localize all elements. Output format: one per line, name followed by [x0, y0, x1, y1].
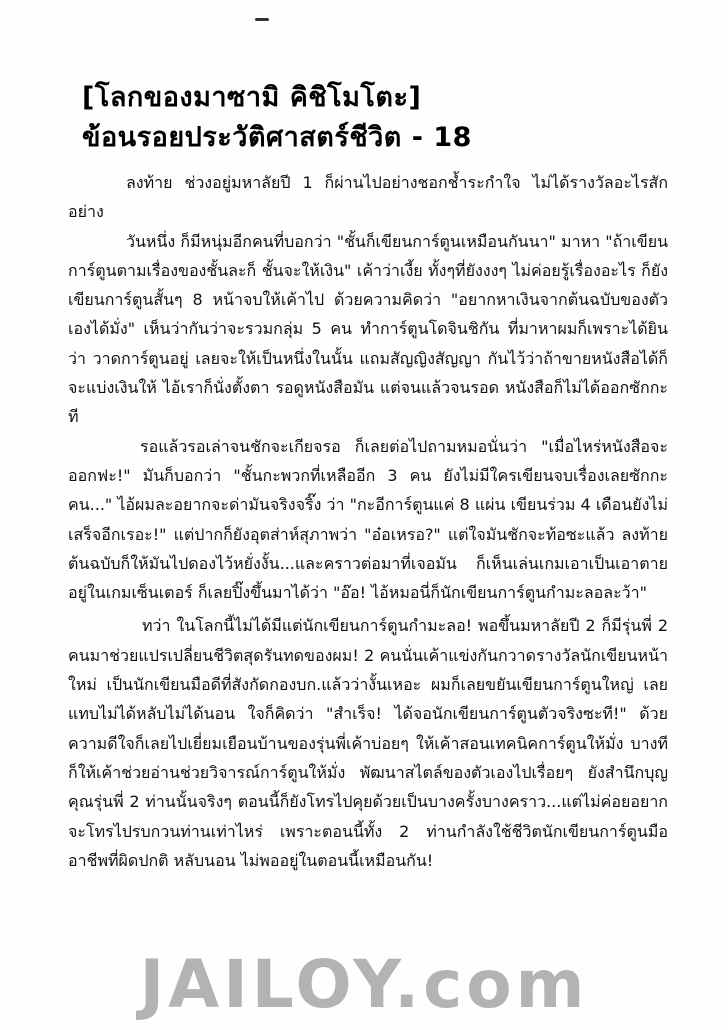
chapter-title: ข้อนรอยประวัติศาสตร์ชีวิต - 18 — [82, 122, 472, 153]
site-watermark: JAILOY.com — [139, 946, 589, 1023]
paragraph-4: ทว่า ในโลกนี้ไม่ได้มีแต่นักเขียนการ์ตูนกำมะลอ! พอขึ้นมหาลัยปี 2 ก็มีรุ่นพี่ 2 คนมาช่วยแปรเปลี่ยนชีวิตสุดรันทดของผม! 2 คนนั่นเค้าแข่งกันกวาดรางวัลนักเขียนหน้าใหม่ เป็นนักเขียนมือดีที่สังกัดกองบก.แล้วว่างั้นเหอะ ผมก็เลยขยันเขียนการ์ตูนใหญ่ เลยแทบไม่ได้หลับไม่ได้นอน ใจก็คิดว่า "สำเร็จ! ได้จอนักเขียนการ์ตูนตัวจริงซะที!" ด้วยความดีใจก็เลยไปเยี่ยมเยือนบ้านของรุ่นพี่เค้าบ่อยๆ ให้เค้าสอนเทคนิคการ์ตูนให้มั่ง บางทีก็ให้เค้าช่วยอ่านช่วยวิจารณ์การ์ตูนให้มั่ง พัฒนาสไตล์ของตัวเองไปเรื่อยๆ ยังสำนึกบุญคุณรุ่นพี่ 2 ท่านนั้นจริงๆ ตอนนี้ก็ยังโทรไปคุยด้วยเป็นบางครั้งบางคราว...แต่ไม่ค่อยอยากจะโทรไปรบกวนท่านเท่าไหร่ เพราะตอนนี้ทั้ง 2 ท่านกำลังใช้ชีวิตนักเขียนการ์ตูนมืออาชีพที่ผิดปกติ หลับนอน ไม่พออยู่ในตอนนี้เหมือนกัน! — [68, 616, 668, 870]
title-block — [82, 78, 682, 158]
article-body — [68, 168, 668, 875]
ink-speck — [255, 18, 269, 21]
series-title: [โลกของมาซามิ คิชิโมโตะ] — [82, 82, 422, 113]
paragraph-1: ลงท้าย ช่วงอยู่มหาลัยปี 1 ก็ผ่านไปอย่างชอกช้ำระกำใจ ไม่ได้รางวัลอะไรสักอย่าง — [68, 173, 668, 222]
paragraph-2: วันหนึ่ง ก็มีหนุ่มอีกคนที่บอกว่า "ชั้นก็เขียนการ์ตูนเหมือนกันนา" มาหา "ถ้าเขียนการ์ตูนตามเรื่องของชั้นละก็ ชั้นจะให้เงิน" เค้าว่าเงี้ย ทั้งๆที่ยังงงๆ ไม่ค่อยรู้เรื่องอะไร ก็ยังเขียนการ์ตูนสั้นๆ 8 หน้าจบให้เค้าไป ด้วยความคิดว่า "อยากหาเงินจากต้นฉบับของตัวเองได้มั่ง" เห็นว่ากันว่าจะรวมกลุ่ม 5 คน ทำการ์ตูนโดจินชิกัน ที่มาหาผมก็เพราะได้ยินว่า วาดการ์ตูนอยู่ เลยจะให้เป็นหนึ่งในนั้น แถมสัญญิงสัญญา กันไว้ว่าถ้าขายหนังสือได้ก็จะแบ่งเงินให้ ไอ้เราก็นั่งตั้งตา รอดูหนังสือมัน แต่จนแล้วจนรอด หนังสือก็ไม่ได้ออกซักกะที — [68, 231, 669, 427]
paragraph-3: รอแล้วรอเล่าจนชักจะเกียจรอ ก็เลยต่อไปถามหมอนั่นว่า "เมื่อไหร่หนังสือจะออกฟะ!" มันก็บอกว่า "ชั้นกะพวกที่เหลืออีก 3 คน ยังไม่มีใครเขียนจบเรื่องเลยซักกะคน..." ไอ้ผมละอยากจะด่ามันจริงจริ๊ง ว่า "กะอีการ์ตูนแค่ 8 แผ่น เขียนร่วม 4 เดือนยังไม่เสร็จอีกเรอะ!" แต่ปากก็ยังอุตส่าห์สุภาพว่า "อ๋อเหรอ?" แต่ใจมันชักจะท้อซะแล้ว ลงท้าย ต้นฉบับก็ให้มันไปดองไว้หยั่งงั้น...และคราวต่อมาที่เจอมัน ก็เห็นเล่นเกมเอาเป็นเอาตายอยู่ในเกมเซ็นเตอร์ ก็เลยปิ๊งขึ้นมาได้ว่า "อ๊อ! ไอ้หมอนี่ก็นักเขียนการ์ตูนกำมะลอละว้า" — [68, 436, 668, 603]
